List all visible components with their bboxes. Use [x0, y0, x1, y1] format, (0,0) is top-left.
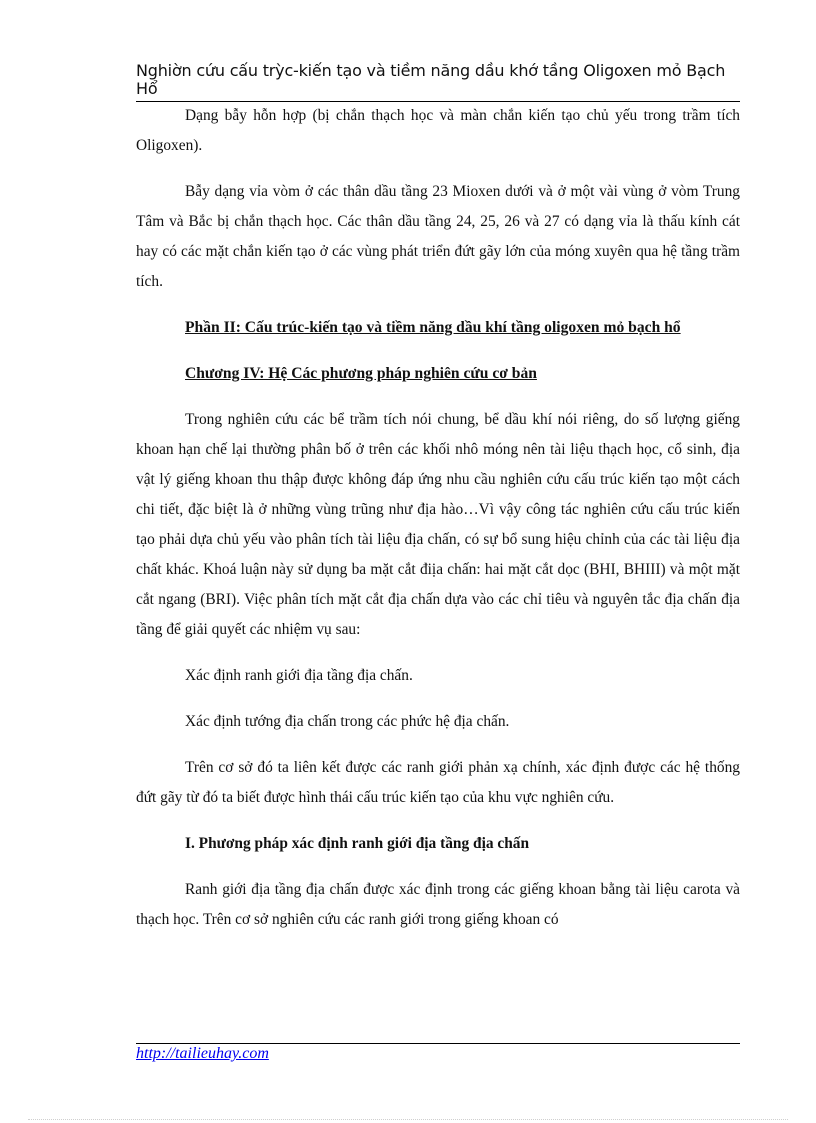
section-heading-part: Phần II: Cấu trúc-kiến tạo và tiềm năng dầu khí tầng oligoxen mỏ bạch hổ — [185, 319, 681, 336]
paragraph-methods-intro: Trong nghiên cứu các bể trầm tích nói chung, bể dầu khí nói riêng, do số lượng giếng khoan hạn chế lại thường phân bố ở trên các khối nhô móng nên tài liệu thạch học, cổ sinh, địa vật lý giếng khoan thu thập được không đáp ứng nhu cầu nghiên cứu cấu trúc kiến tạo một cách chi tiết, đặc biệt là ở những vùng trũng như địa hào…Vì vậy công tác nghiên cứu cấu trúc kiến tạo phải dựa chủ yếu vào phân tích tài liệu địa chấn, có sự bổ sung hiệu chỉnh của các tài liệu địa chất khác. Khoá luận này sử dụng ba mặt cắt điịa chấn: hai mặt cắt dọc (BHI, BHIII) và một mặt cắt ngang (BRI). Việc phân tích mặt cắt địa chấn dựa vào các chỉ tiêu và nguyên tắc địa chấn địa tầng để giải quyết các nhiệm vụ sau: — [136, 411, 740, 638]
subsection-heading: I. Phương pháp xác định ranh giới địa tầng địa chấn — [185, 835, 530, 852]
page-edge-divider — [28, 1119, 788, 1120]
paragraph-trap-mixed: Dạng bẫy hỗn hợp (bị chắn thạch học và màn chắn kiến tạo chủ yếu trong trầm tích Oligoxen). — [136, 107, 740, 154]
footer-link[interactable]: http://tailieuhay.com — [136, 1045, 269, 1062]
page-header — [136, 62, 740, 98]
paragraph-faults: Trên cơ sở đó ta liên kết được các ranh giới phản xạ chính, xác định được các hệ thống đứt gãy từ đó ta biết được hình thái cấu trúc kiến tạo của khu vực nghiên cứu. — [136, 759, 740, 806]
document-body — [136, 101, 740, 935]
list-item-facies: Xác định tướng địa chấn trong các phức hệ địa chấn. — [185, 713, 510, 730]
section-heading-chapter: Chương IV: Hệ Các phương pháp nghiên cứu cơ bản — [185, 365, 537, 382]
footer-divider — [136, 1043, 740, 1044]
paragraph-trap-dome: Bẫy dạng vỉa vòm ở các thân dầu tầng 23 Mioxen dưới và ở một vài vùng ở vòm Trung Tâm và Bắc bị chắn thạch học. Các thân dầu tầng 24, 25, 26 và 27 có dạng vỉa là thấu kính cát hay có các mặt chắn kiến tạo ở các vùng phát triển đứt gãy lớn của móng xuyên qua hệ tầng trầm tích. — [136, 183, 740, 290]
list-item-boundary: Xác định ranh giới địa tầng địa chấn. — [185, 667, 413, 684]
header-title: Nghiờn cứu cấu trỳc-kiến tạo và tiềm năng dầu khớ tầng Oligoxen mỏ Bạch Hổ — [136, 61, 726, 98]
paragraph-boundary-method: Ranh giới địa tầng địa chấn được xác định trong các giếng khoan bằng tài liệu carota và thạch học. Trên cơ sở nghiên cứu các ranh giới trong giếng khoan có — [136, 881, 740, 928]
